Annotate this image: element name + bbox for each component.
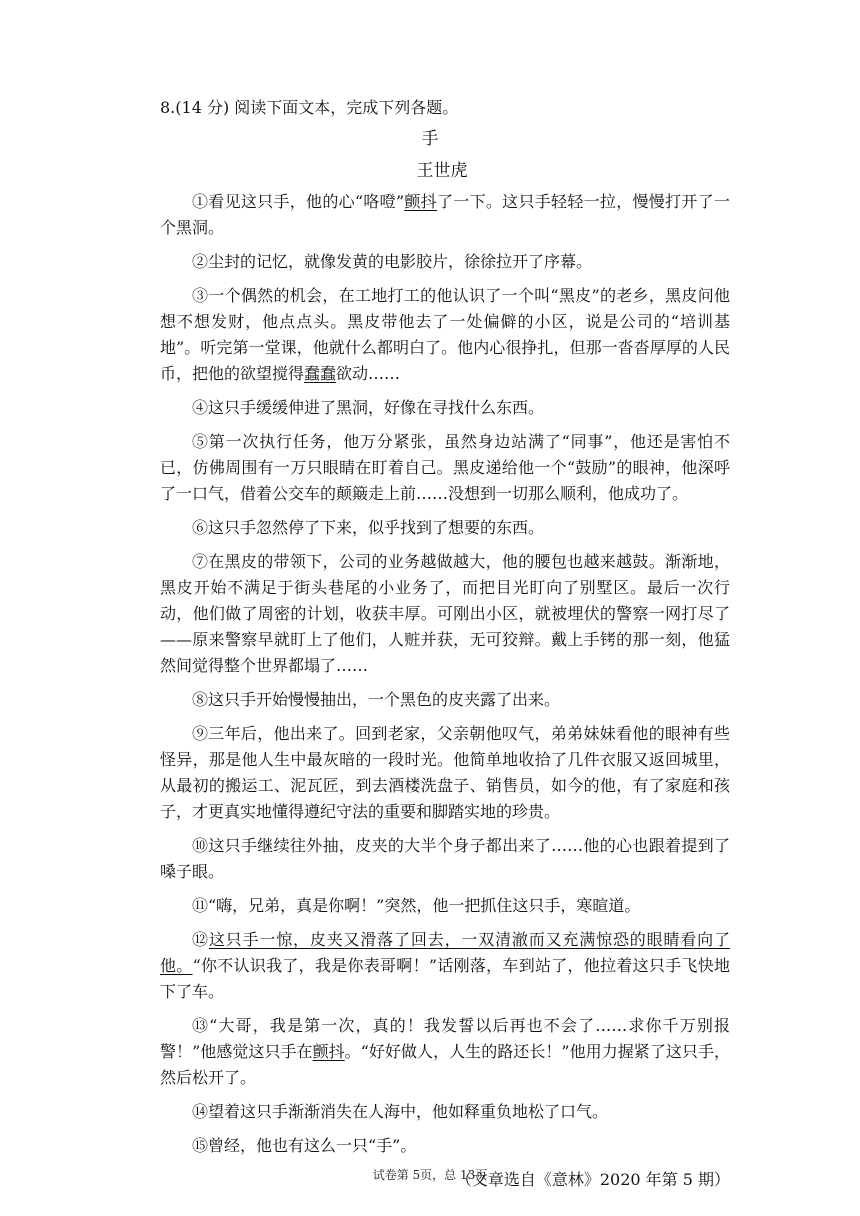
article-paragraph <box>160 893 730 919</box>
paragraph-text: ③一个偶然的机会，在工地打工的他认识了一个叫“黑皮”的老乡，黑皮问他想不想发财，他点点头。黑皮带他去了一处偏僻的小区，说是公司的“培训基地”。听完第一堂课，他就什么都明白了。他内心很挣扎，但那一沓沓厚厚的人民币，把他的欲望搅得 <box>160 286 730 383</box>
paragraph-text: ⑩这只手继续往外抽，皮夹的大半个身子都出来了……他的心也跟着提到了嗓子眼。 <box>160 836 730 881</box>
article-paragraph <box>160 249 730 275</box>
article-body <box>160 189 730 1193</box>
paragraph-text: ②尘封的记忆，就像发黄的电影胶片，徐徐拉开了序幕。 <box>192 252 593 271</box>
page-footer: 试卷第 5页，总 13页 <box>372 1168 488 1182</box>
paragraph-text: ⑮曾经，他也有这么一只“手”。 <box>192 1136 417 1155</box>
paragraph-text: ⑤第一次执行任务，他万分紧张，虽然身边站满了“同事”，他还是害怕不已，仿佛周围有一万只眼睛在盯着自己。黑皮递给他一个“鼓励”的眼神，他深呼了一口气，借着公交车的颠簸走上前……没想到一切那么顺利，他成功了。 <box>160 432 730 503</box>
article-paragraph <box>160 515 730 541</box>
article-paragraph <box>160 721 730 825</box>
article-source: （文章选自《意林》2020 年第 5 期） <box>455 1170 730 1189</box>
paragraph-text: ⑫ <box>192 930 209 949</box>
underlined-text: 这只手一惊，皮夹又滑落了回去，一双清澈而又充满惊恐的眼睛看向了他。 <box>160 930 730 975</box>
underlined-text: 颤抖 <box>404 192 438 211</box>
paragraph-text: ⑬“大哥，我是第一次，真的！我发誓以后再也不会了……求你千万别报警！”他感觉这只手在 <box>160 1016 730 1061</box>
paragraph-text: “你不认识我了，我是你表哥啊！”话刚落，车到站了，他拉着这只手飞快地下了车。 <box>160 956 730 1001</box>
article-paragraph <box>160 429 730 507</box>
paragraph-text: 了一下。这只手轻轻一拉，慢慢打开了一个黑洞。 <box>160 192 730 237</box>
article-paragraph <box>160 1099 730 1125</box>
article-paragraph <box>160 395 730 421</box>
paragraph-text: ⑥这只手忽然停了下来，似乎找到了想要的东西。 <box>192 518 545 537</box>
paragraph-text: 欲动…… <box>336 364 401 383</box>
article-paragraph <box>160 1133 730 1159</box>
article-paragraph <box>160 1013 730 1091</box>
article-paragraph <box>160 927 730 1005</box>
article-paragraph <box>160 283 730 387</box>
paragraph-text: ①看见这只手，他的心“咯噔” <box>192 192 405 211</box>
article-paragraph <box>160 189 730 241</box>
paragraph-text: ④这只手缓缓伸进了黑洞，好像在寻找什么东西。 <box>192 398 545 417</box>
paragraph-text: ⑨三年后，他出来了。回到老家，父亲朝他叹气，弟弟妹妹看他的眼神有些怪异，那是他人生中最灰暗的一段时光。他简单地收拾了几件衣服又返回城里，从最初的搬运工、泥瓦匠，到去酒楼洗盘子、销售员，如今的他，有了家庭和孩子，才更真实地懂得遵纪守法的重要和脚踏实地的珍贵。 <box>160 724 730 821</box>
paragraph-text: ⑧这只手开始慢慢抽出，一个黑色的皮夹露了出来。 <box>192 690 561 709</box>
underlined-text: 颤抖 <box>312 1042 345 1061</box>
article-paragraph <box>160 833 730 885</box>
article-author: 王世虎 <box>416 161 468 181</box>
article-title: 手 <box>421 129 439 149</box>
article-paragraph <box>160 549 730 679</box>
article-paragraph <box>160 687 730 713</box>
paragraph-text: ⑪“嗨，兄弟，真是你啊！”突然，他一把抓住这只手，寒暄道。 <box>192 896 641 915</box>
underlined-text: 蠢蠢 <box>304 364 337 383</box>
question-header: 8.(14 分) 阅读下面文本，完成下列各题。 <box>160 98 459 117</box>
paragraph-text: ⑭望着这只手渐渐消失在人海中，他如释重负地松了口气。 <box>192 1102 609 1121</box>
paragraph-text: ⑦在黑皮的带领下，公司的业务越做越大，他的腰包也越来越鼓。渐渐地，黑皮开始不满足于街头巷尾的小业务了，而把目光盯向了别墅区。最后一次行动，他们做了周密的计划，收获丰厚。可刚出小区，就被埋伏的警察一网打尽了——原来警察早就盯上了他们，人赃并获，无可狡辩。戴上手铐的那一刻，他猛然间觉得整个世界都塌了…… <box>160 552 730 675</box>
paragraph-text: 。“好好做人，人生的路还长！”他用力握紧了这只手，然后松开了。 <box>160 1042 730 1087</box>
